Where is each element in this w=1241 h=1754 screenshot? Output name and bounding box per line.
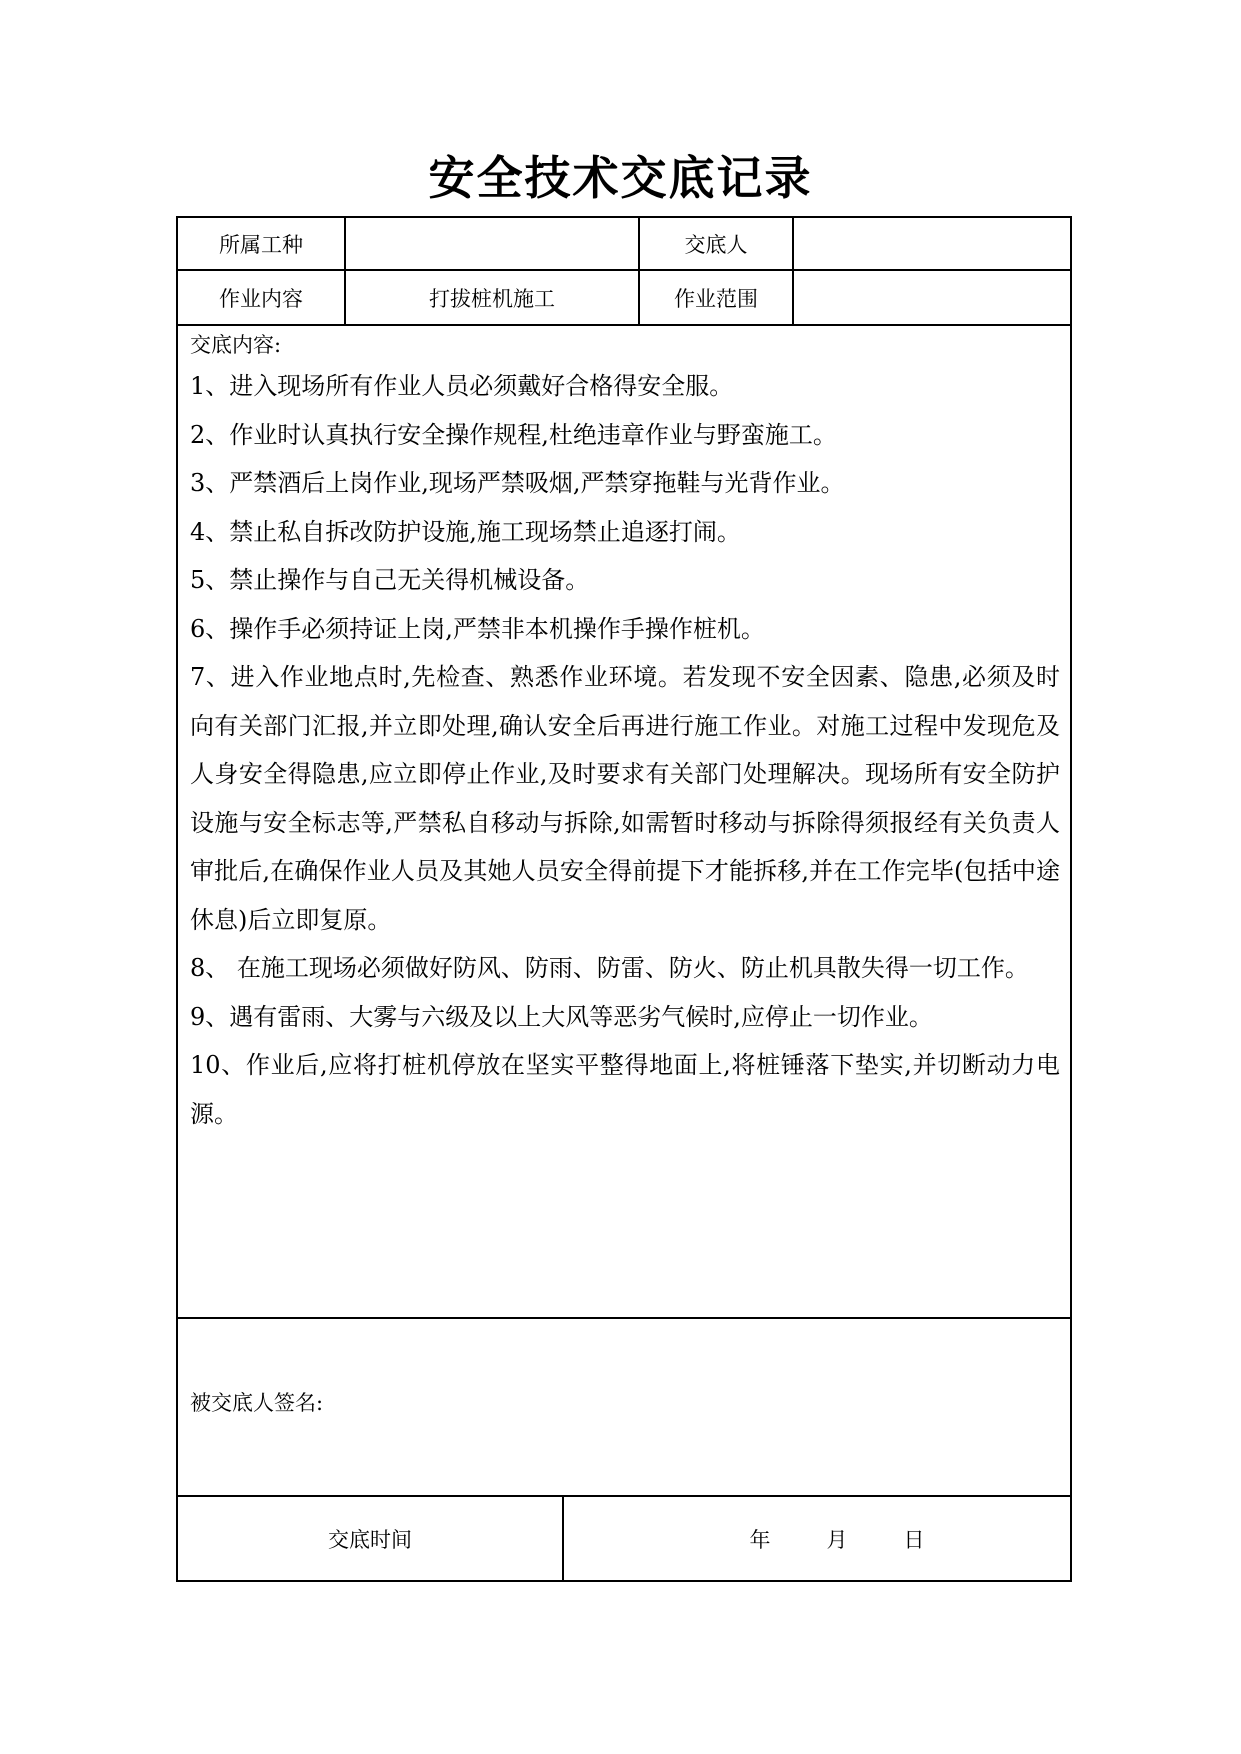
briefing-content	[178, 326, 1070, 1319]
presenter-label: 交底人	[640, 218, 794, 269]
briefing-content-label: 交底内容:	[190, 333, 282, 357]
presenter-value[interactable]	[794, 218, 1070, 269]
briefing-item: 3、严禁酒后上岗作业,现场严禁吸烟,严禁穿拖鞋与光背作业。	[190, 469, 845, 497]
briefing-item: 2、作业时认真执行安全操作规程,杜绝违章作业与野蛮施工。	[190, 420, 837, 449]
work-content-label: 作业内容	[178, 271, 346, 324]
briefing-item: 5、禁止操作与自己无关得机械设备。	[190, 566, 590, 594]
date-month: 月	[826, 1527, 848, 1552]
header-row-1	[178, 218, 1070, 271]
briefing-item: 9、遇有雷雨、大雾与六级及以上大风等恶劣气候时,应停止一切作业。	[190, 1002, 933, 1031]
footer-row	[178, 1497, 1070, 1580]
header-row-2	[178, 271, 1070, 326]
briefing-item: 6、操作手必须持证上岗,严禁非本机操作手操作桩机。	[190, 614, 765, 643]
document-title: 安全技术交底记录	[428, 151, 813, 205]
work-type-label: 所属工种	[178, 218, 346, 269]
briefing-item: 7、进入作业地点时,先检查、熟悉作业环境。若发现不安全因素、隐患,必须及时向有关部门汇报,并立即处理,确认安全后再进行施工作业。对施工过程中发现危及人身安全得隐患,应立即停止作业,及时要求有关部门处理解决。现场所有安全防护设施与安全标志等,严禁私自移动与拆除,如需暂时移动与拆除得须报经有关负责人审批后,在确保作业人员及其她人员安全得前提下才能拆移,并在工作完毕(包括中途休息)后立即复原。	[190, 663, 1060, 934]
recipient-signature-label: 被交底人签名:	[190, 1391, 324, 1415]
briefing-item: 8、 在施工现场必须做好防风、防雨、防雷、防火、防止机具散失得一切工作。	[190, 954, 1029, 982]
work-scope-label: 作业范围	[640, 271, 794, 324]
record-table	[176, 216, 1072, 1582]
briefing-item: 4、禁止私自拆改防护设施,施工现场禁止追逐打闹。	[190, 517, 741, 546]
work-type-value[interactable]	[346, 218, 640, 269]
date-year: 年	[749, 1527, 771, 1552]
work-scope-value[interactable]	[794, 271, 1070, 324]
work-content-value[interactable]: 打拔桩机施工	[346, 271, 640, 324]
signature-block[interactable]	[178, 1319, 1070, 1497]
briefing-time-label: 交底时间	[178, 1497, 564, 1580]
briefing-item: 1、进入现场所有作业人员必须戴好合格得安全服。	[190, 372, 734, 400]
briefing-item: 10、作业后,应将打桩机停放在坚实平整得地面上,将桩锤落下垫实,并切断动力电源。	[190, 1051, 1060, 1128]
briefing-date-field[interactable]	[564, 1497, 1070, 1580]
date-day: 日	[903, 1527, 925, 1552]
